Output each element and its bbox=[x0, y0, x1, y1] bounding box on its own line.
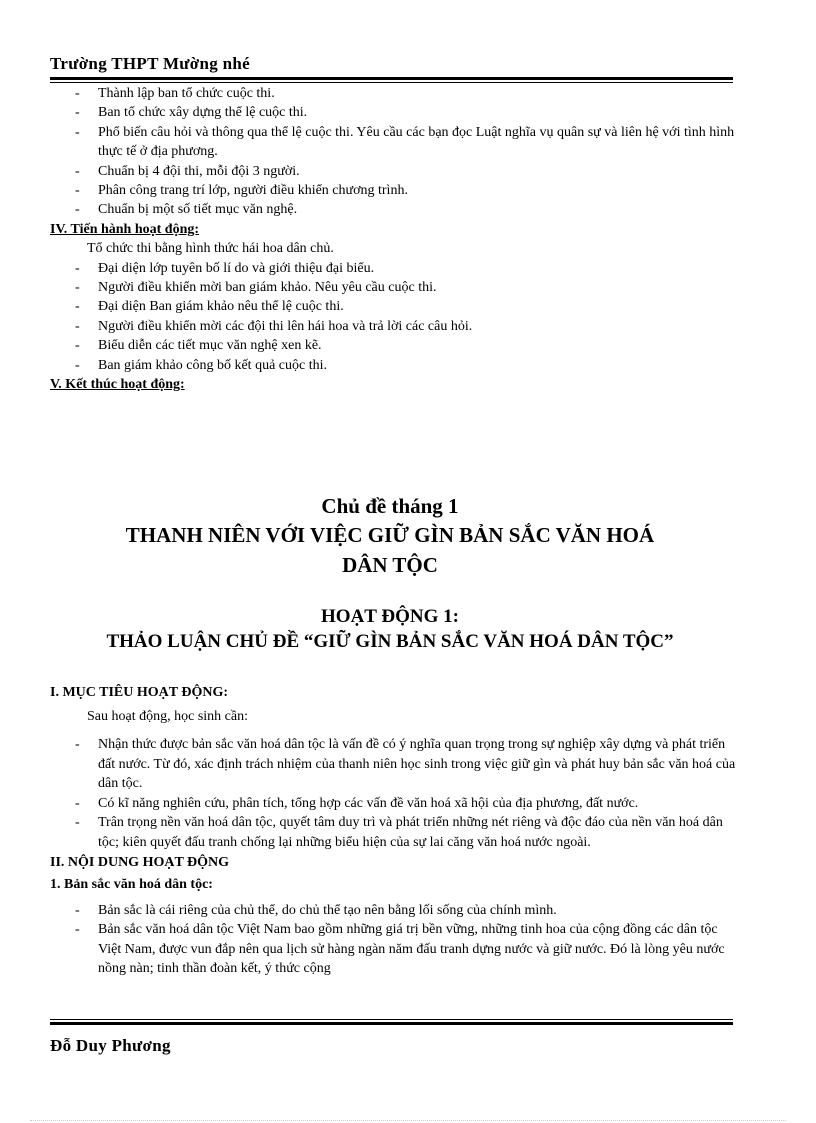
upper-content bbox=[50, 84, 740, 395]
list-item: - Ban tổ chức xây dựng thể lệ cuộc thi. bbox=[50, 103, 740, 122]
list-item: - Người điều khiển mời ban giám khảo. Nêu yêu cầu cuộc thi. bbox=[50, 278, 740, 297]
section-iv-intro: Tổ chức thi bằng hình thức hái hoa dân chủ. bbox=[87, 241, 334, 257]
activity-number: HOẠT ĐỘNG 1: bbox=[321, 606, 459, 627]
page-header-school: Trường THPT Mường nhé bbox=[50, 54, 250, 73]
topic-month-title: Chủ đề tháng 1 bbox=[321, 494, 459, 518]
topic-heading-line1: THANH NIÊN VỚI VIỆC GIỮ GÌN BẢN SẮC VĂN HOÁ bbox=[125, 523, 655, 547]
list-item: - Biểu diễn các tiết mục văn nghệ xen kẽ. bbox=[50, 336, 740, 355]
header-rule-thin bbox=[50, 82, 733, 83]
list-item: - Trân trọng nền văn hoá dân tộc, quyết tâm duy trì và phát triển những nét riêng và độc đáo của nền văn hoá dân tộc; kiên quyết đấu tranh chống lại những biểu hiện của sự lai căng văn hoá nước ngoài. bbox=[50, 813, 740, 852]
list-item: - Phổ biến câu hỏi và thông qua thể lệ cuộc thi. Yêu cầu các bạn đọc Luật nghĩa vụ quân sự và liên hệ với tình hình thực tế ở địa phương. bbox=[50, 123, 740, 162]
content-heading: II. NỘI DUNG HOẠT ĐỘNG bbox=[50, 854, 230, 870]
content-subheading: 1. Bản sắc văn hoá dân tộc: bbox=[50, 876, 213, 892]
footer-rule-thin bbox=[50, 1019, 733, 1020]
section-iv-list bbox=[50, 259, 740, 375]
list-item: - Chuẩn bị 4 đội thi, mỗi đội 3 người. bbox=[50, 162, 740, 181]
page-footer-author: Đỗ Duy Phương bbox=[50, 1036, 171, 1055]
list-item: - Bản sắc văn hoá dân tộc Việt Nam bao gồm những giá trị bền vững, những tinh hoa của cộng đồng các dân tộc Việt Nam, được vun đắp nên qua lịch sử hàng ngàn năm đấu tranh dựng nước và giữ nước. Đó là lòng yêu nước nồng nàn; tinh thần đoàn kết, ý thức cộng bbox=[50, 920, 740, 979]
topic-heading-line2: DÂN TỘC bbox=[342, 553, 438, 577]
list-item: - Người điều khiển mời các đội thi lên hái hoa và trả lời các câu hỏi. bbox=[50, 317, 740, 336]
list-item: - Thành lập ban tổ chức cuộc thi. bbox=[50, 84, 740, 103]
list-item: - Nhận thức được bản sắc văn hoá dân tộc là vấn đề có ý nghĩa quan trọng trong sự nghiệp xây dựng và phát triển đất nước. Từ đó, xác định trách nhiệm của thanh niên học sinh trong việc giữ gìn và phát huy bản sắc văn hoá của dân tộc. bbox=[50, 735, 740, 794]
objectives-heading: I. MỤC TIÊU HOẠT ĐỘNG: bbox=[50, 685, 229, 700]
list-item: - Có kĩ năng nghiên cứu, phân tích, tổng hợp các vấn đề văn hoá xã hội của địa phương, đất nước. bbox=[50, 794, 740, 814]
lower-content bbox=[50, 683, 740, 979]
section-iv-heading: IV. Tiến hành hoạt động: bbox=[50, 221, 200, 237]
list-item: - Đại diện Ban giám khảo nêu thể lệ cuộc thi. bbox=[50, 297, 740, 316]
preparation-list bbox=[50, 84, 740, 220]
objectives-list bbox=[50, 735, 740, 853]
list-item: - Phân công trang trí lớp, người điều khiển chương trình. bbox=[50, 181, 740, 200]
list-item: - Đại diện lớp tuyên bố lí do và giới thiệu đại biểu. bbox=[50, 259, 740, 278]
list-item: - Chuẩn bị một số tiết mục văn nghệ. bbox=[50, 200, 740, 219]
section-v-heading: V. Kết thúc hoạt động: bbox=[50, 377, 185, 393]
activity-title: THẢO LUẬN CHỦ ĐỀ “GIỮ GÌN BẢN SẮC VĂN HOÁ DÂN TỘC” bbox=[106, 631, 674, 652]
header-rule-thick bbox=[50, 77, 733, 80]
content-list bbox=[50, 901, 740, 979]
list-item: - Bản sắc là cái riêng của chủ thể, do chủ thể tạo nên bằng lối sống của chính mình. bbox=[50, 901, 740, 921]
objectives-intro: Sau hoạt động, học sinh cần: bbox=[87, 709, 248, 724]
footer-rule-thick bbox=[50, 1022, 733, 1025]
list-item: - Ban giám khảo công bố kết quả cuộc thi. bbox=[50, 356, 740, 375]
page-edge-divider bbox=[30, 1120, 786, 1121]
